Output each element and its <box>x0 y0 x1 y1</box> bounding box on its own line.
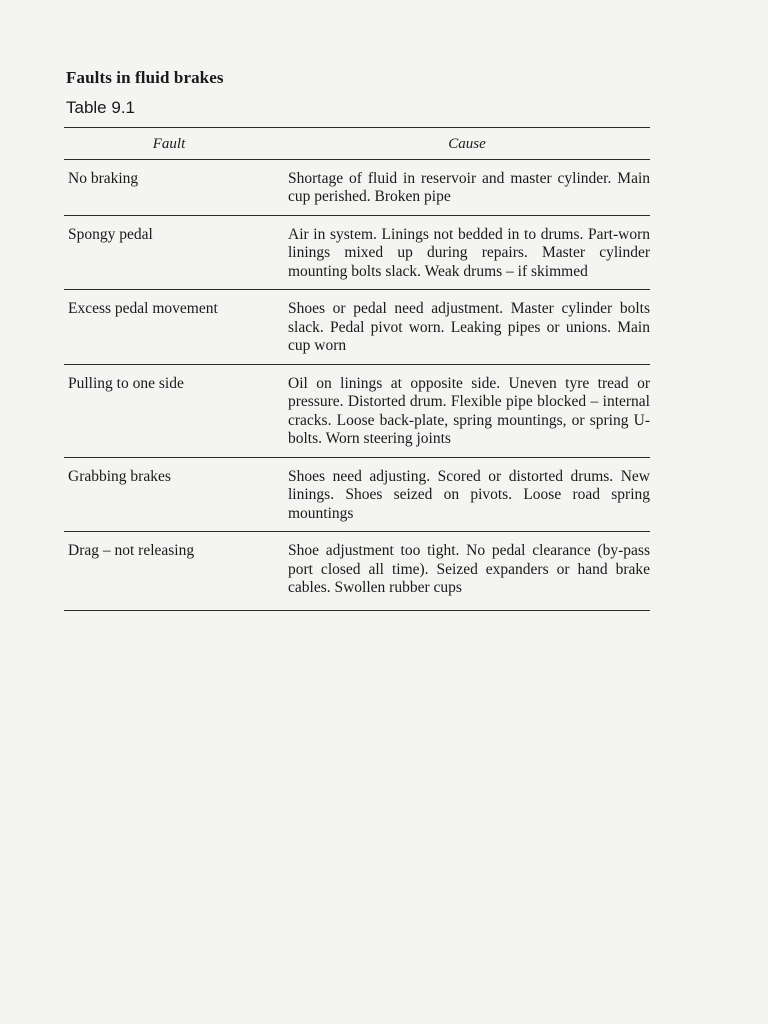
column-header-fault: Fault <box>64 127 284 159</box>
faults-table <box>64 127 650 611</box>
section-heading: Faults in fluid brakes <box>66 68 224 87</box>
fault-cell: Grabbing brakes <box>64 457 284 532</box>
fault-cell: Spongy pedal <box>64 215 284 290</box>
table-header-row <box>64 127 650 159</box>
table-row <box>64 290 650 365</box>
table-row <box>64 159 650 215</box>
table-row <box>64 364 650 457</box>
cause-cell: Shoes or pedal need adjustment. Master cylinder bolts slack. Pedal pivot worn. Leaking pipes or unions. Main cup worn <box>284 290 650 365</box>
fault-cell: No braking <box>64 159 284 215</box>
document-page <box>64 68 650 611</box>
table-row <box>64 457 650 532</box>
cause-cell: Shoe adjustment too tight. No pedal clearance (by-pass port closed all time). Seized expanders or hand brake cables. Swollen rubber cups <box>288 542 650 597</box>
table-label: Table 9.1 <box>66 98 135 118</box>
cause-cell: Air in system. Linings not bedded in to drums. Part-worn linings mixed up during repairs. Master cylinder mounting bolts slack. Weak drums – if skimmed <box>284 215 650 290</box>
cause-cell: Shoes need adjusting. Scored or distorted drums. New linings. Shoes seized on pivots. Loose road spring mountings <box>284 457 650 532</box>
fault-cell: Excess pedal movement <box>64 290 284 365</box>
cause-cell: Oil on linings at opposite side. Uneven tyre tread or pressure. Distorted drum. Flexible pipe blocked – internal cracks. Loose back-plate, spring mountings, or spring U-bolts. Worn steering joints <box>284 364 650 457</box>
table-row <box>64 215 650 290</box>
cause-cell: Shortage of fluid in reservoir and master cylinder. Main cup perished. Broken pipe <box>284 159 650 215</box>
table-row <box>64 532 650 611</box>
fault-cell: Drag – not releasing <box>68 542 195 560</box>
fault-cell: Pulling to one side <box>64 364 284 457</box>
column-header-cause: Cause <box>284 127 650 159</box>
